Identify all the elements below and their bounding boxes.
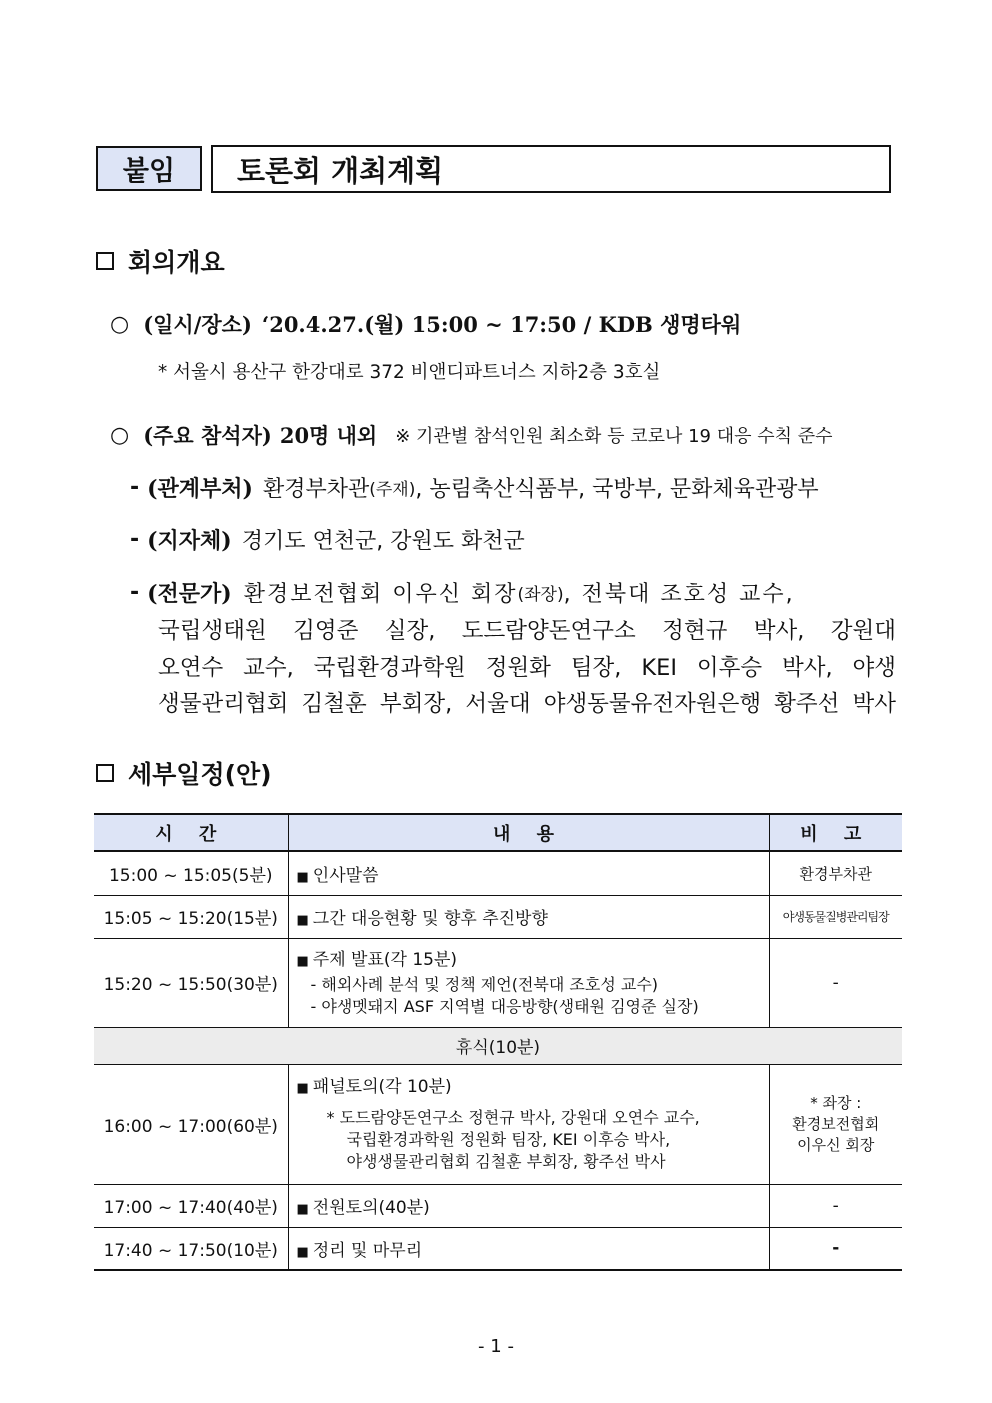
- checkbox-square-icon: [96, 252, 114, 270]
- row-sub-item: * 도드람양돈연구소 정현규 박사, 강원대 오연수 교수,: [326, 1108, 700, 1127]
- col-time-header: 시 간: [94, 814, 288, 851]
- attendees-label: (주요 참석자): [143, 423, 272, 448]
- attendees-note: ※ 기관별 참석인원 최소화 등 코로나 19 대응 수칙 준수: [395, 426, 833, 447]
- row-sub-item: - 야생멧돼지 ASF 지역별 대응방향(생태원 김영준 실장): [310, 996, 699, 1016]
- attendees-value: 20명 내외: [279, 423, 378, 448]
- row-note: 야생동물질병관리팀장: [769, 895, 902, 938]
- row-note: -: [769, 1184, 902, 1227]
- schedule-table: [94, 813, 902, 1271]
- attachment-tag: 붙임: [96, 146, 202, 191]
- experts-line-3: 오연수 교수, 국립환경과학원 정원화 팀장, KEI 이후승 박사, 야생: [158, 655, 896, 681]
- datetime-label: (일시/장소): [143, 312, 252, 337]
- experts-line-4: 생물관리협회 김철훈 부회장, 서울대 야생동물유전자원은행 황주선 박사: [158, 691, 896, 717]
- row-note: 환경부차관: [769, 851, 902, 895]
- row-note: -: [769, 938, 902, 1027]
- row-content: ■ 그간 대응현황 및 향후 추진방향: [288, 895, 769, 938]
- ministries-line: - (관계부처) 환경부차관 (주재) , 농림축산식품부, 국방부, 문화체육관광부: [130, 472, 819, 503]
- row-content: ■ 인사말씀: [288, 851, 769, 895]
- circle-bullet-icon: ○: [110, 422, 130, 448]
- ministries-host: (주재): [369, 480, 416, 500]
- local-value: 경기도 연천군, 강원도 화천군: [241, 529, 525, 554]
- section-overview-heading: [96, 243, 225, 279]
- local-line: - (지자체) 경기도 연천군, 강원도 화천군: [130, 524, 525, 555]
- page-number: - 1 -: [478, 1336, 514, 1357]
- row-note: * 좌장 : 환경보전협회 이우신 회장: [769, 1064, 902, 1184]
- row-sub-item: - 해외사례 분석 및 정책 제언(전북대 조호성 교수): [310, 974, 659, 994]
- address-note: * 서울시 용산구 한강대로 372 비앤디파트너스 지하2층 3호실: [158, 362, 661, 383]
- row-content: ■ 정리 및 마무리: [288, 1227, 769, 1270]
- row-sub-item: 야생생물관리협회 김철훈 부회장, 황주선 박사: [346, 1152, 666, 1171]
- ministries-value-1: 환경부차관: [262, 477, 370, 502]
- experts-line1-b: , 전북대 조호성 교수,: [563, 582, 795, 607]
- row-content: ■ 패널토의(각 10분) * 도드람양돈연구소 정현규 박사, 강원대 오연수 교수, 국립환경과학원 정원화 팀장, KEI 이후승 박사, 야생생물관리협회 김철훈 부회장, 황주선 박사: [288, 1064, 769, 1184]
- table-row: [94, 1227, 902, 1270]
- row-note: -: [769, 1227, 902, 1270]
- table-row: [94, 851, 902, 895]
- experts-label: (전문가): [147, 581, 232, 607]
- datetime-value: ‘20.4.27.(월) 15:00 ~ 17:50 / KDB 생명타워: [261, 312, 742, 337]
- experts-line-2: 국립생태원 김영준 실장, 도드람양돈연구소 정현규 박사, 강원대: [158, 618, 896, 644]
- attendees-line: [110, 420, 832, 450]
- break-label: 휴식(10분): [94, 1027, 902, 1064]
- section-overview-title: 회의개요: [128, 248, 225, 277]
- break-row: [94, 1027, 902, 1064]
- row-time: 15:05 ~ 15:20(15분): [94, 895, 288, 938]
- datetime-line: [110, 309, 741, 339]
- row-content: ■ 전원토의(40분): [288, 1184, 769, 1227]
- row-time: 16:00 ~ 17:00(60분): [94, 1064, 288, 1184]
- experts-line-1: - (전문가) 환경보전협회 이우신 회장 (좌장) , 전북대 조호성 교수,: [130, 577, 896, 608]
- table-row: [94, 895, 902, 938]
- table-row: [94, 1184, 902, 1227]
- document-title: 토론회 개최계획: [211, 145, 891, 193]
- row-time: 17:40 ~ 17:50(10분): [94, 1227, 288, 1270]
- section-schedule-title: 세부일정(안): [128, 760, 272, 789]
- row-sub-item: 국립환경과학원 정원화 팀장, KEI 이후승 박사,: [346, 1130, 671, 1149]
- row-time: 17:00 ~ 17:40(40분): [94, 1184, 288, 1227]
- local-label: (지자체): [147, 528, 232, 554]
- circle-bullet-icon: ○: [110, 311, 130, 337]
- section-schedule-heading: [96, 755, 272, 791]
- ministries-label: (관계부처): [147, 476, 253, 502]
- col-note-header: 비 고: [769, 814, 902, 851]
- experts-line1-a: 환경보전협회 이우신 회장: [243, 582, 518, 607]
- experts-chair: (좌장): [517, 585, 564, 605]
- row-content: ■ 주제 발표(각 15분) - 해외사례 분석 및 정책 제언(전북대 조호성 교수) - 야생멧돼지 ASF 지역별 대응방향(생태원 김영준 실장): [288, 938, 769, 1027]
- table-row: [94, 1064, 902, 1184]
- row-time: 15:00 ~ 15:05(5분): [94, 851, 288, 895]
- checkbox-square-icon: [96, 764, 114, 782]
- col-content-header: 내 용: [288, 814, 769, 851]
- table-row: [94, 938, 902, 1027]
- ministries-value-2: , 농림축산식품부, 국방부, 문화체육관광부: [415, 477, 819, 502]
- table-header-row: [94, 814, 902, 851]
- row-time: 15:20 ~ 15:50(30분): [94, 938, 288, 1027]
